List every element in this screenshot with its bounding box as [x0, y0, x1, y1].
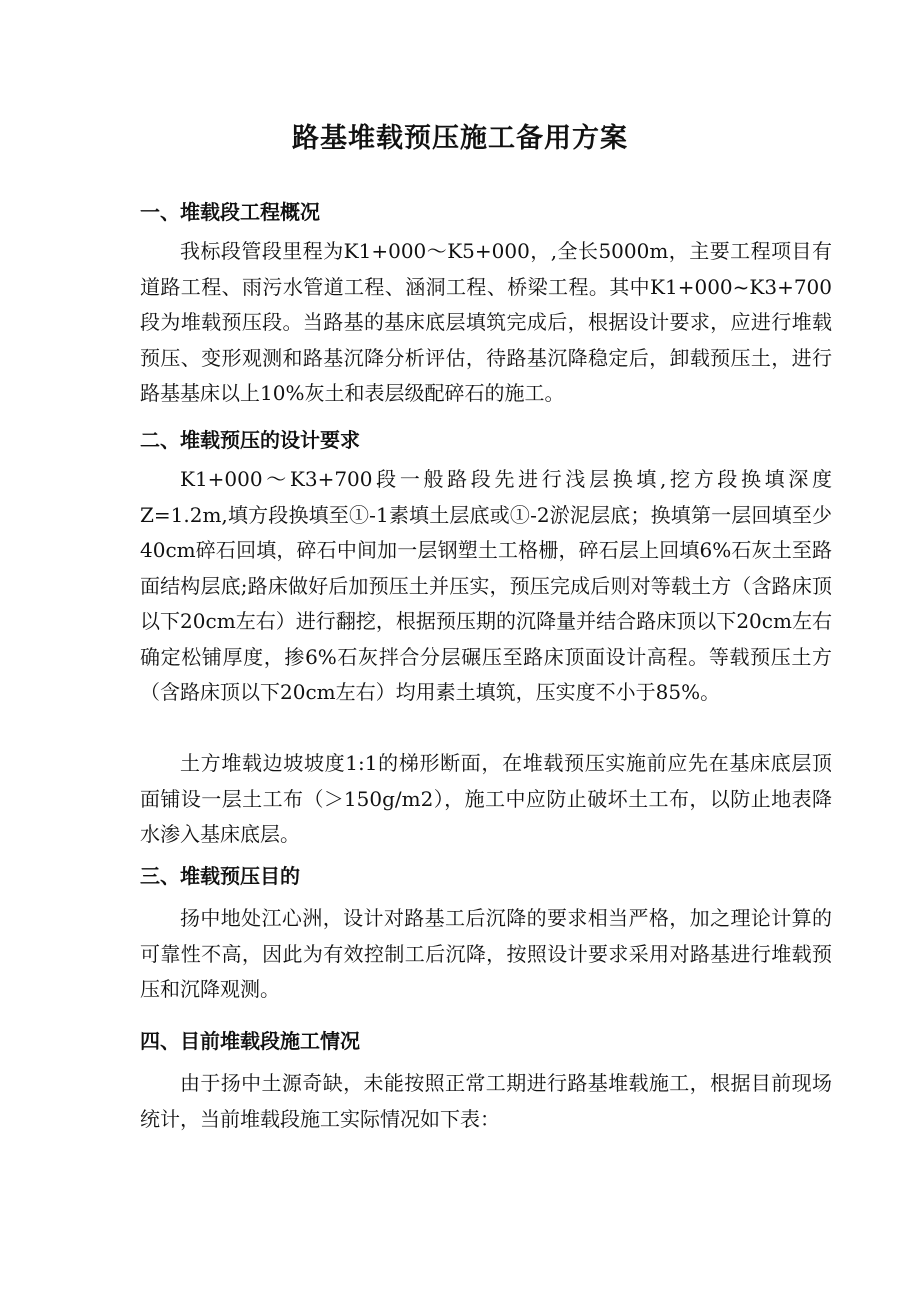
- section-2-paragraph-1: K1+000～K3+700段一般路段先进行浅层换填,挖方段换填深度Z=1.2m,填方段换填至①-1素填土层底或①-2淤泥层底；换填第一层回填至少40cm碎石回填，碎石中间加一层钢塑土工格栅，碎石层上回填6%石灰土至路面结构层底;路床做好后加预压土并压实，预压完成后则对等载土方（含路床顶以下20cm左右）进行翻挖，根据预压期的沉降量并结合路床顶以下20cm左右确定松铺厚度，掺6%石灰拌合分层碾压至路床顶面设计高程。等载预压土方（含路床顶以下20cm左右）均用素土填筑，压实度不小于85%。: [140, 467, 832, 704]
- section-heading-1: 一、堆载段工程概况: [140, 200, 320, 224]
- section-3-paragraph-1: 扬中地处江心洲，设计对路基工后沉降的要求相当严格，加之理论计算的可靠性不高，因此为有效控制工后沉降，按照设计要求采用对路基进行堆载预压和沉降观测。: [140, 906, 832, 1001]
- section-4-paragraph-1: 由于扬中土源奇缺，未能按照正常工期进行路基堆载施工，根据目前现场统计，当前堆载段施工实际情况如下表：: [140, 1071, 832, 1131]
- section-heading-3: 三、堆载预压目的: [140, 864, 300, 888]
- document-title: 路基堆载预压施工备用方案: [292, 123, 628, 154]
- section-1-paragraph-1: 我标段管段里程为K1+000～K5+000，,全长5000m，主要工程项目有道路工程、雨污水管道工程、涵洞工程、桥梁工程。其中K1+000~K3+700段为堆载预压段。当路基的基床底层填筑完成后，根据设计要求，应进行堆载预压、变形观测和路基沉降分析评估，待路基沉降稳定后，卸载预压土，进行路基基床以上10%灰土和表层级配碎石的施工。: [140, 239, 832, 405]
- section-2-paragraph-2: 土方堆载边坡坡度1:1的梯形断面，在堆载预压实施前应先在基床底层顶面铺设一层土工布（＞150g/m2），施工中应防止破坏土工布，以防止地表降水渗入基床底层。: [140, 751, 832, 846]
- section-heading-4: 四、目前堆载段施工情况: [140, 1029, 360, 1053]
- section-heading-2: 二、堆载预压的设计要求: [140, 428, 360, 452]
